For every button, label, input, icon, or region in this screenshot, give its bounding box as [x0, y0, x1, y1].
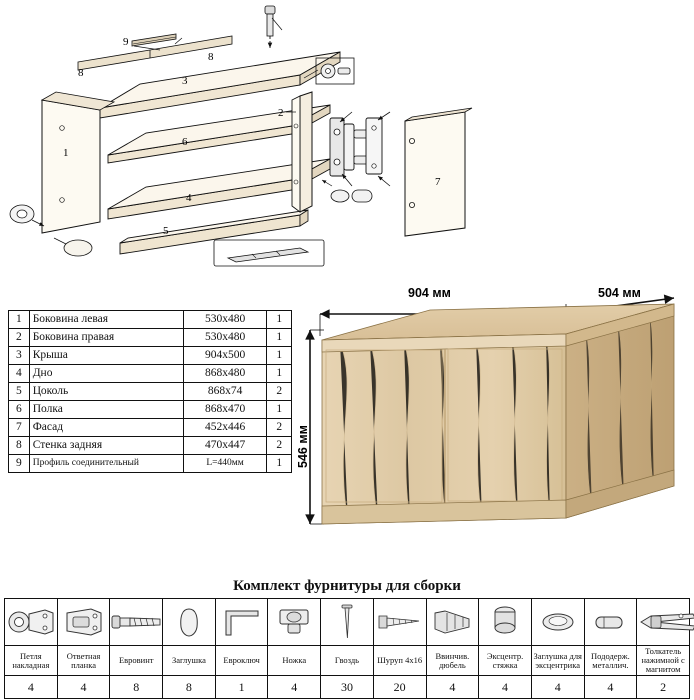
hardware-count: 8	[110, 676, 163, 699]
screw-icon	[375, 607, 425, 637]
table-row	[9, 311, 292, 329]
part-qty: 2	[267, 383, 292, 401]
hardware-count: 20	[373, 676, 426, 699]
part-size: L=440мм	[183, 455, 267, 473]
shelf-support-icon	[590, 609, 630, 635]
hardware-count-row	[5, 676, 690, 699]
table-row	[9, 437, 292, 455]
part-qty: 1	[267, 365, 292, 383]
hardware-count: 4	[531, 676, 584, 699]
mounting-plate-icon	[61, 601, 107, 643]
hardware-cell-cap	[163, 599, 216, 646]
callout-9: 9	[123, 36, 129, 48]
callout-8-left: 8	[78, 67, 84, 79]
magnet-catch-detail	[322, 180, 372, 202]
hardware-count: 2	[637, 676, 690, 699]
hardware-name: Заглушка	[163, 646, 216, 676]
part-number: 3	[9, 347, 30, 365]
part-name: Цоколь	[29, 383, 183, 401]
cap-icon	[174, 605, 204, 639]
hardware-name: Эксцентр. стяжка	[479, 646, 532, 676]
hardware-cell-leg	[268, 599, 321, 646]
part-size: 868х480	[183, 365, 267, 383]
table-row	[9, 401, 292, 419]
hardware-count: 4	[5, 676, 58, 699]
hardware-name: Евровинт	[110, 646, 163, 676]
cabinet-width-label: 904 мм	[408, 286, 451, 300]
part-name: Стенка задняя	[29, 437, 183, 455]
part-size: 904х500	[183, 347, 267, 365]
hardware-cell-cam	[479, 599, 532, 646]
nail-icon	[338, 602, 356, 642]
hardware-name: Пододерж. металлич.	[584, 646, 637, 676]
callout-5: 5	[163, 225, 169, 237]
hardware-name: Евроключ	[215, 646, 268, 676]
callout-6: 6	[182, 136, 188, 148]
part-size: 530х480	[183, 311, 267, 329]
table-row	[9, 329, 292, 347]
table-row	[9, 383, 292, 401]
part-size: 530х480	[183, 329, 267, 347]
hardware-count: 1	[215, 676, 268, 699]
part-size: 868х470	[183, 401, 267, 419]
part-name: Профиль соединительный	[29, 455, 183, 473]
hardware-name: Гвоздь	[321, 646, 374, 676]
hardware-cell-plate	[57, 599, 110, 646]
part-qty: 2	[267, 437, 292, 455]
part-name: Боковина левая	[29, 311, 183, 329]
hardware-count: 4	[584, 676, 637, 699]
hardware-name: Петля накладная	[5, 646, 58, 676]
cabinet-depth-label: 504 мм	[598, 286, 641, 300]
hardware-name: Заглушка для эксцентрика	[531, 646, 584, 676]
callout-3: 3	[182, 75, 188, 87]
part-size: 452х446	[183, 419, 267, 437]
part-facade	[405, 108, 472, 236]
callout-4: 4	[186, 192, 192, 204]
callout-8-right: 8	[208, 51, 214, 63]
hardware-name-row	[5, 646, 690, 676]
part-number: 1	[9, 311, 30, 329]
exploded-view-svg	[0, 0, 694, 290]
cam-icon	[489, 603, 521, 641]
hardware-kit-table	[4, 598, 690, 699]
part-qty: 1	[267, 329, 292, 347]
euro-screw-detail-top	[265, 6, 275, 48]
euro-screw-icon	[110, 607, 164, 637]
part-qty: 1	[267, 347, 292, 365]
hardware-name: Ножка	[268, 646, 321, 676]
part-number: 2	[9, 329, 30, 347]
hardware-cell-magnetcatch	[637, 599, 690, 646]
parts-list-table	[8, 310, 292, 473]
part-qty: 1	[267, 401, 292, 419]
part-name: Дно	[29, 365, 183, 383]
table-row	[9, 347, 292, 365]
cam-cap-icon	[538, 609, 578, 635]
part-qty: 1	[267, 455, 292, 473]
hardware-cell-dowel	[426, 599, 479, 646]
hardware-cell-eurokey	[215, 599, 268, 646]
hardware-name: Толкатель нажимной с магнитом	[637, 646, 690, 676]
cabinet-height-label: 546 мм	[296, 425, 310, 468]
hardware-cell-nail	[321, 599, 374, 646]
leg-icon	[272, 604, 316, 640]
part-number: 9	[9, 455, 30, 473]
part-name: Фасад	[29, 419, 183, 437]
hardware-cell-shelfsupport	[584, 599, 637, 646]
hinge-icon	[5, 601, 57, 643]
cabinet-svg	[300, 288, 688, 550]
hardware-count: 4	[426, 676, 479, 699]
part-name: Крыша	[29, 347, 183, 365]
hardware-name: Ввинчив. дюбель	[426, 646, 479, 676]
hardware-cell-euroscrew	[110, 599, 163, 646]
hardware-count: 30	[321, 676, 374, 699]
part-number: 8	[9, 437, 30, 455]
cabinet-dimension-figure	[296, 286, 688, 550]
part-size: 868х74	[183, 383, 267, 401]
table-row	[9, 455, 292, 473]
part-name: Полка	[29, 401, 183, 419]
magnet-catch-icon	[637, 608, 694, 636]
hardware-cell-camcap	[531, 599, 584, 646]
part-right-side	[292, 92, 312, 212]
hardware-count: 8	[163, 676, 216, 699]
hardware-name: Шуруп 4х16	[373, 646, 426, 676]
dowel-icon	[429, 605, 475, 639]
part-name: Боковина правая	[29, 329, 183, 347]
euro-key-icon	[220, 605, 264, 639]
connector-profile-detail	[214, 240, 324, 266]
hardware-name: Ответная планка	[57, 646, 110, 676]
hardware-cell-hinge	[5, 599, 58, 646]
part-number: 4	[9, 365, 30, 383]
hinge-assembly-detail	[330, 112, 390, 186]
hardware-kit-title: Комплект фурнитуры для сборки	[233, 578, 461, 594]
part-number: 7	[9, 419, 30, 437]
table-row	[9, 419, 292, 437]
hardware-icon-row	[5, 599, 690, 646]
part-size: 470х447	[183, 437, 267, 455]
part-number: 5	[9, 383, 30, 401]
callout-1: 1	[63, 147, 69, 159]
hardware-cell-screw	[373, 599, 426, 646]
callout-2: 2	[278, 107, 284, 119]
hardware-count: 4	[268, 676, 321, 699]
exploded-view-diagram	[0, 0, 694, 290]
part-qty: 1	[267, 311, 292, 329]
table-row	[9, 365, 292, 383]
callout-7: 7	[435, 176, 441, 188]
hardware-count: 4	[479, 676, 532, 699]
hardware-count: 4	[57, 676, 110, 699]
part-qty: 2	[267, 419, 292, 437]
part-number: 6	[9, 401, 30, 419]
